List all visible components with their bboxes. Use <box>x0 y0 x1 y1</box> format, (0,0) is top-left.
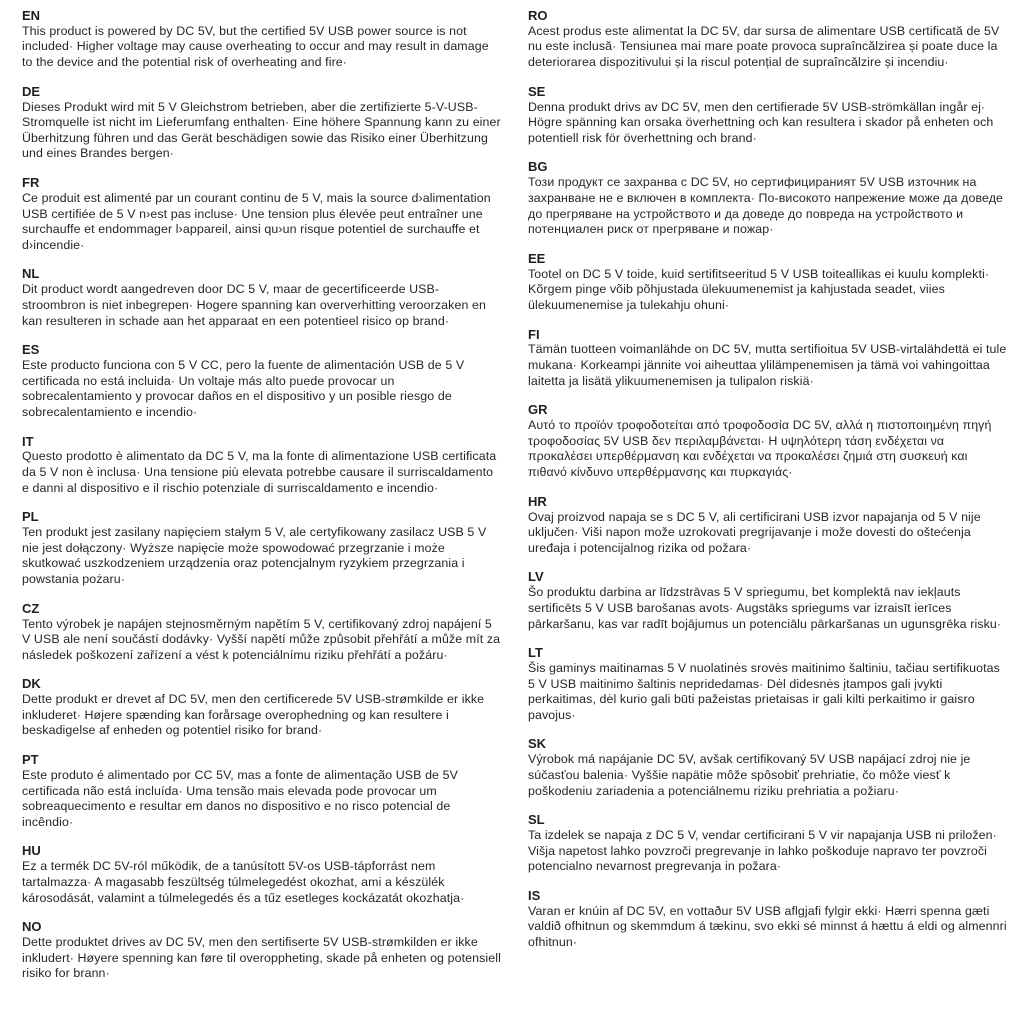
lang-text-en: This product is powered by DC 5V, but the certified 5V USB power source is not included· Higher voltage may cause overheating to occur and may result in damage to the device and the potential risk of overheating and fire· <box>22 23 489 70</box>
lang-block-ro <box>528 8 1008 71</box>
lang-text-ro: Acest produs este alimentat la DC 5V, dar sursa de alimentare USB certificată de 5V nu este inclusă· Tensiunea mai mare poate provoca supraîncălzirea și poate duce la deteriorarea dispozitivului și la riscul potențial de supraîncălzire și incendiu· <box>528 23 1000 70</box>
lang-text-es: Este producto funciona con 5 V CC, pero la fuente de alimentación USB de 5 V certificada no está incluida· Un voltaje más alto puede provocar un sobrecalentamiento y provocar daños en el dispositivo y un posible riesgo de sobrecalentamiento e incendio· <box>22 358 465 419</box>
lang-text-sl: Ta izdelek se napaja z DC 5 V, vendar certificirani 5 V vir napajanja USB ni priložen· Višja napetost lahko povzroči pregrevanje in lahko poškoduje napravo ter povzroči potencialno nevarnost pregrevanja in požara· <box>528 828 997 874</box>
lang-block-de <box>22 84 502 162</box>
lang-text-hr: Ovaj proizvod napaja se s DC 5 V, ali certificirani USB izvor napajanja od 5 V nije uključen· Viši napon može uzrokovati pregrijavanje i može dovesti do oštećenja uređaja i potencijalnog rizika od požara· <box>528 509 981 555</box>
lang-text-pt: Este produto é alimentado por CC 5V, mas a fonte de alimentação USB de 5V certificada não está incluída· Uma tensão mais elevada pode provocar um sobreaquecimento e resultar em danos no dispositivo e no risco potencial de incêndio· <box>22 767 458 829</box>
lang-text-sk: Výrobok má napájanie DC 5V, avšak certifikovaný 5V USB napájací zdroj nie je súčasťou balenia· Vyššie napätie môže spôsobiť prehriatie, čo môže viesť k poškodeniu zariadenia a potenciálnemu riziku prehriatia a požiaru· <box>528 752 971 798</box>
lang-code-sk: SK <box>528 736 547 752</box>
lang-text-hu: Ez a termék DC 5V-ról működik, de a tanúsított 5V-os USB-tápforrást nem tartalmazza· A magasabb feszültség túlmelegedést okozhat, ami a készülék károsodását, valamint a túlmelegedés és a tűz esetleges kockázatát okozhatja· <box>22 859 465 905</box>
lang-text-bg: Този продукт се захранва с DC 5V, но сертифицираният 5V USB източник на захранване не е включен в комплекта· По-високото напрежение може да доведе до прегряване на устройството и да доведе до повреда на устройството и потенциален риск от прегряване и пожар· <box>528 175 1004 237</box>
lang-block-fi <box>528 327 1008 390</box>
lang-code-de: DE <box>22 83 41 99</box>
lang-text-gr: Αυτό το προϊόν τροφοδοτείται από τροφοδοσία DC 5V, αλλά η πιστοποιημένη πηγή τροφοδοσίας 5V USB δεν περιλαμβάνεται· Η υψηλότερη τάση ενδέχεται να προκαλέσει υπερθέρμανση και ενδέχεται να προκαλέσει ζημιά στη συσκευή και πιθανό κίνδυνο υπερθέρμανσης και πυρκαγιάς· <box>528 418 992 480</box>
lang-code-lv: LV <box>528 569 544 585</box>
lang-code-is: IS <box>528 887 541 903</box>
lang-code-hu: HU <box>22 843 41 859</box>
lang-text-ee: Tootel on DC 5 V toide, kuid sertifitseeritud 5 V USB toiteallikas ei kuulu komplekti· Kõrgem pinge võib põhjustada ülekuumenemist ja kahjustada seadet, viies ülekuumenemise ja tulekahju ohuni· <box>528 266 990 312</box>
lang-code-se: SE <box>528 83 546 99</box>
lang-code-sl: SL <box>528 812 545 828</box>
lang-code-dk: DK <box>22 676 41 692</box>
lang-block-nl <box>22 266 502 329</box>
lang-block-en <box>22 8 502 71</box>
lang-block-sk <box>528 736 1008 799</box>
lang-block-gr <box>528 402 1008 480</box>
lang-text-fr: Ce produit est alimenté par un courant continu de 5 V, mais la source d›alimentation USB certifiée de 5 V n›est pas incluse· Une tension plus élevée peut entraîner une surchauffe et endommager l›appareil, ainsi qu›un risque potentiel de surchauffe et d›incendie· <box>22 190 491 252</box>
lang-code-no: NO <box>22 919 42 935</box>
lang-block-se <box>528 84 1008 147</box>
lang-code-en: EN <box>22 8 41 23</box>
lang-text-dk: Dette produkt er drevet af DC 5V, men den certificerede 5V USB-strømkilde er ikke inkluderet· Højere spænding kan forårsage overophedning og kan resultere i beskadigelse af enheden og potentiel risiko for brand· <box>22 692 485 738</box>
lang-block-hr <box>528 494 1008 557</box>
lang-block-is <box>528 888 1008 951</box>
lang-block-cz <box>22 601 502 664</box>
lang-block-lv <box>528 569 1008 632</box>
lang-code-cz: CZ <box>22 600 40 616</box>
lang-text-lt: Šis gaminys maitinamas 5 V nuolatinės srovės maitinimo šaltiniu, tačiau sertifikuotas 5 V USB maitinimo šaltinis nepridedamas· Dėl didesnės įtampos gali įvykti perkaitimas, dėl kurio gali būti pažeistas prietaisas ir gali kilti perkaitimo ir gaisro pavojus· <box>528 660 1000 722</box>
lang-text-cz: Tento výrobek je napájen stejnosměrným napětím 5 V, certifikovaný zdroj napájení 5 V USB ale není součástí dodávky· Vyšší napětí může způsobit přehřátí a může mít za následek poškození zařízení a vést k potenciálnímu riziku přehřátí a požáru· <box>22 616 501 662</box>
lang-text-se: Denna produkt drivs av DC 5V, men den certifierade 5V USB-strömkällan ingår ej· Högre spänning kan orsaka överhettning och kan resultera i skador på enheten och potentiell risk för överhettning och brand· <box>528 99 994 145</box>
lang-block-bg <box>528 159 1008 237</box>
lang-text-de: Dieses Produkt wird mit 5 V Gleichstrom betrieben, aber die zertifizierte 5-V-USB-Stromquelle ist nicht im Lieferumfang enthalten· Eine höhere Spannung kann zu einer Überhitzung führen und das Gerät beschädigen sowie das Risiko einer Überhitzung und eines Brandes bergen· <box>22 99 501 161</box>
lang-code-bg: BG <box>528 159 548 175</box>
lang-text-fi: Tämän tuotteen voimanlähde on DC 5V, mutta sertifioitua 5V USB-virtalähdettä ei tule mukana· Korkeampi jännite voi aiheuttaa ylilämpenemisen ja tämä voi vahingoittaa laitetta ja lisätä ylikuumenemisen ja tulipalon riskiä· <box>528 342 1007 388</box>
lang-code-es: ES <box>22 342 40 358</box>
lang-code-nl: NL <box>22 266 40 282</box>
lang-text-it: Questo prodotto è alimentato da DC 5 V, ma la fonte di alimentazione USB certificata da 5 V non è inclusa· Una tensione più elevata potrebbe causare il surriscaldamento e danni al dispositivo e il rischio potenziale di surriscaldamento e incendio· <box>22 449 497 495</box>
lang-block-pl <box>22 509 502 587</box>
lang-code-it: IT <box>22 433 34 449</box>
lang-code-ro: RO <box>528 8 548 23</box>
lang-text-no: Dette produktet drives av DC 5V, men den sertifiserte 5V USB-strømkilden er ikke inkludert· Høyere spenning kan føre til overoppheting, skade på enheten og potensiell risiko for brann· <box>22 935 501 981</box>
lang-text-nl: Dit product wordt aangedreven door DC 5 V, maar de gecertificeerde USB-stroombron is niet inbegrepen· Hogere spanning kan oververhitting veroorzaken en kan resulteren in schade aan het apparaat en een potentieel risico op brand· <box>22 282 486 328</box>
lang-block-it <box>22 434 502 497</box>
lang-block-dk <box>22 676 502 739</box>
lang-code-ee: EE <box>528 250 546 266</box>
lang-block-pt <box>22 752 502 830</box>
lang-block-lt <box>528 645 1008 723</box>
lang-block-hu <box>22 843 502 906</box>
right-column <box>528 8 1008 1016</box>
lang-block-ee <box>528 251 1008 314</box>
lang-block-fr <box>22 175 502 253</box>
lang-code-pl: PL <box>22 509 39 525</box>
lang-text-is: Varan er knúin af DC 5V, en vottaður 5V USB aflgjafi fylgir ekki· Hærri spenna gæti valdið ofhitnun og skemmdum á tækinu, svo ekki sé minnst á hættu á eldi og almennri ofhitnun· <box>528 903 1007 950</box>
lang-block-es <box>22 342 502 420</box>
lang-text-lv: Šo produktu darbina ar līdzstrāvas 5 V spriegumu, bet komplektā nav iekļauts sertificēts 5 V USB barošanas avots· Augstāks spriegums var izraisīt ierīces pārkaršanu, kas var radīt bojājumus un potenciālu pārkaršanas un ugunsgrēka risku· <box>528 585 1002 631</box>
lang-code-fr: FR <box>22 175 40 191</box>
lang-code-pt: PT <box>22 752 39 768</box>
left-column <box>22 8 502 1016</box>
lang-text-pl: Ten produkt jest zasilany napięciem stałym 5 V, ale certyfikowany zasilacz USB 5 V nie jest dołączony· Wyższe napięcie może spowodować przegrzanie i może skutkować uszkodzeniem urządzenia oraz potencjalnym ryzykiem przegrzania i powstania pożaru· <box>22 525 487 587</box>
lang-code-hr: HR <box>528 493 547 509</box>
lang-block-no <box>22 919 502 982</box>
lang-block-sl <box>528 812 1008 875</box>
lang-code-fi: FI <box>528 326 540 342</box>
lang-code-gr: GR <box>528 402 548 418</box>
lang-code-lt: LT <box>528 645 543 661</box>
